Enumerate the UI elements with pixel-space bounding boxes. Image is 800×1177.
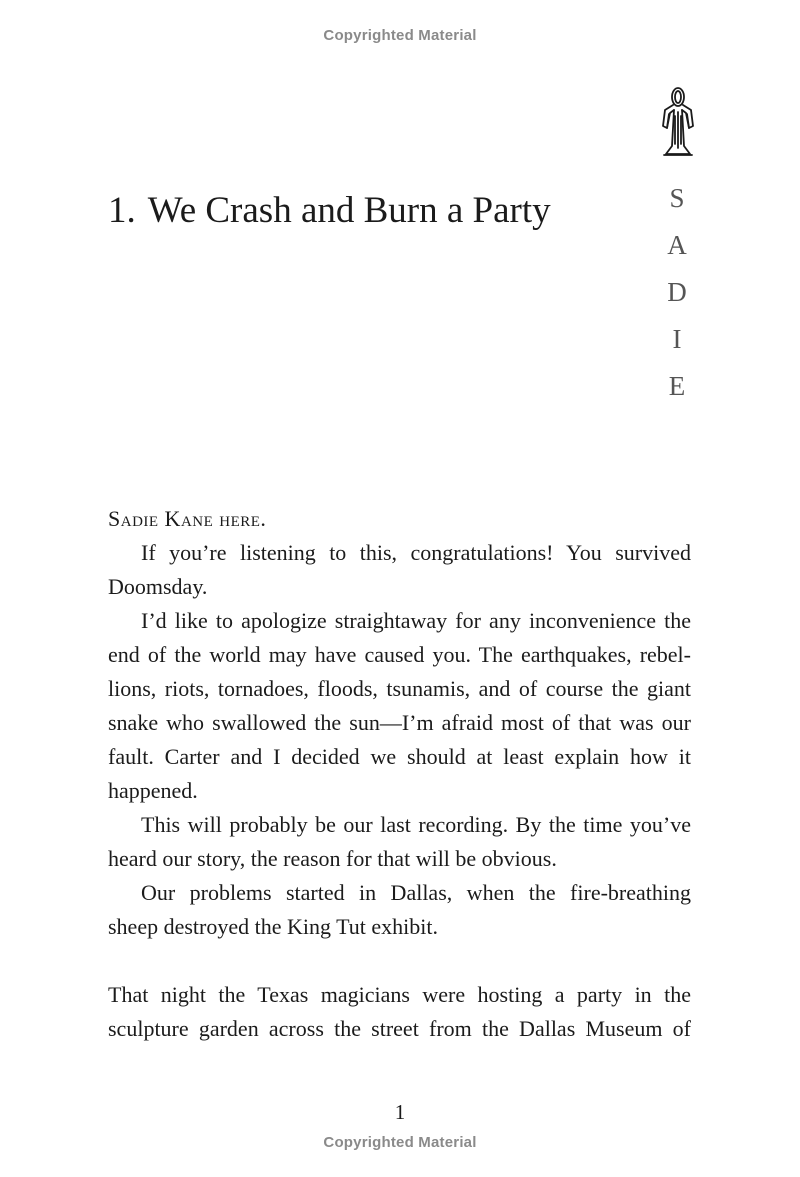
text-line: end of the world may have caused you. The earthquakes, rebel- bbox=[108, 642, 691, 667]
chapter-number: 1. bbox=[108, 190, 136, 231]
text-line: This will probably be our last recording. By the time you’ve bbox=[141, 812, 691, 837]
text-line: sheep destroyed the King Tut exhibit. bbox=[108, 914, 438, 939]
ankh-icon bbox=[660, 86, 696, 158]
page-number: 1 bbox=[394, 1100, 406, 1124]
chapter-title-text: We Crash and Burn a Party bbox=[147, 190, 551, 231]
text-line: sculpture garden across the street from the Dallas Museum of bbox=[108, 1016, 691, 1041]
narrator-name-vertical bbox=[656, 180, 698, 415]
text-line: snake who swallowed the sun—I’m afraid most of that was our bbox=[108, 710, 691, 735]
text-line: happened. bbox=[108, 778, 198, 803]
copyright-watermark-top: Copyrighted Material bbox=[323, 27, 477, 44]
section-break bbox=[108, 944, 691, 978]
text-line: heard our story, the reason for that will be obvious. bbox=[108, 846, 557, 871]
narrator-letter: I bbox=[672, 324, 682, 354]
narrator-letter: E bbox=[668, 371, 686, 401]
opening-line: Sadie Kane here. bbox=[108, 506, 267, 531]
text-line: That night the Texas magicians were hosting a party in the bbox=[108, 982, 691, 1007]
text-line: fault. Carter and I decided we should at least explain how it bbox=[108, 744, 691, 769]
copyright-watermark-bottom: Copyrighted Material bbox=[323, 1134, 477, 1151]
text-line: Our problems started in Dallas, when the fire-breathing bbox=[141, 880, 691, 905]
narrator-letter: D bbox=[667, 277, 687, 307]
body-text bbox=[108, 502, 691, 1046]
narrator-letter: S bbox=[669, 183, 685, 213]
text-line: Doomsday. bbox=[108, 574, 208, 599]
text-line: If you’re listening to this, congratulations! You survived bbox=[141, 540, 691, 565]
text-line: lions, riots, tornadoes, floods, tsunamis, and of course the giant bbox=[108, 676, 691, 701]
text-line: I’d like to apologize straightaway for any inconvenience the bbox=[141, 608, 691, 633]
chapter-title bbox=[108, 188, 551, 234]
narrator-letter: A bbox=[667, 230, 687, 260]
